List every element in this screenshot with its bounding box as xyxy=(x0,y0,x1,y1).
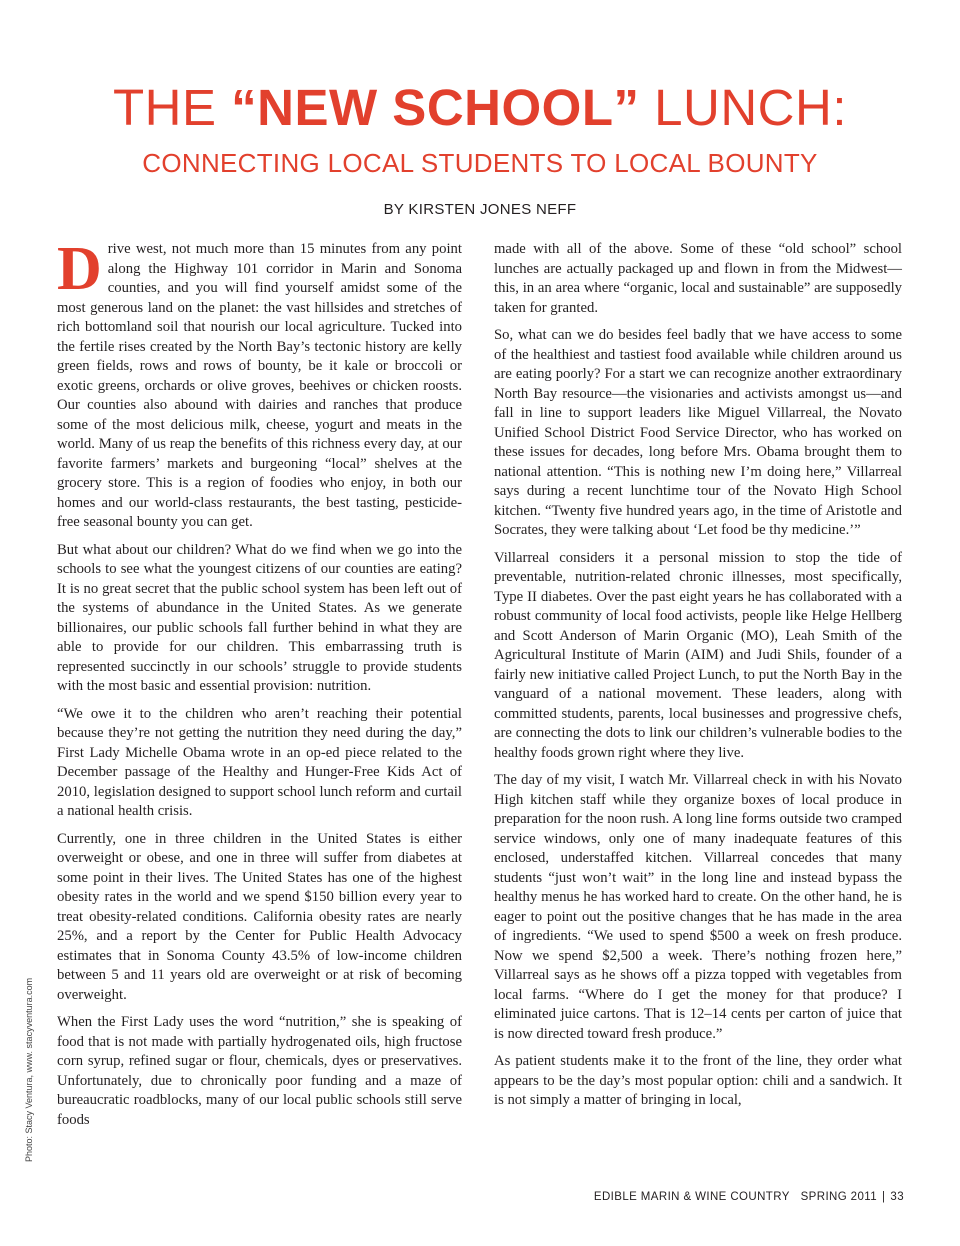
title-emphasis: “NEW SCHOOL” xyxy=(231,79,640,136)
paragraph: So, what can we do besides feel badly that we have access to some of the healthiest and tastiest food available while children around us are eating poorly? For a start we can recognize another extraordinary North Bay resource—the visionaries and activists amongst us—and fall in line to support leaders like Miguel Villarreal, the Novato Unified School District Food Service Director, who has worked on these issues for decades, long before Mrs. Obama brought them to national attention. “This is nothing new I’m doing here,” Villarreal says during a recent lunchtime tour of the Novato High School kitchen. “Twenty five hundred years ago, in the time of Aristotle and Socrates, they were talking about ‘Let food be thy medicine.’” xyxy=(494,327,902,538)
paragraph-text: rive west, not much more than 15 minutes from any point along the Highway 101 corridor in Marin and Sonoma counties, and you will find yourself amidst some of the most generous land on the planet: the vast hillsides and stretches of rich bottomland soil that nourish our local agriculture. Tucked into the fertile rises created by the North Bay’s tectonic history are kelly green fields, rows and rows of bounty, be it kale or broccoli or exotic greens, orchards or olive groves, beehives or chicken roosts. Our counties also abound with dairies and ranches that produce some of the most delicious milk, cheese, yogurt and meats in the world. Many of us reap the benefits of this richness every day, at our favorite farmers’ markets and burgeoning “local” shelves at the grocery store. This is a region of foodies who enjoy, in both our homes and our world-class restaurants, the best tasting, pesticide-free seasonal bounty you can get. xyxy=(57,241,462,530)
byline: BY KIRSTEN JONES NEFF xyxy=(383,201,577,218)
paragraph: “We owe it to the children who aren’t reaching their potential because they’re not getting the nutrition they need during the day,” First Lady Michelle Obama wrote in an op-ed piece related to the December passage of the Healthy and Hunger-Free Kids Act of 2010, legislation designed to support school lunch reform and curtail a national health crisis. xyxy=(57,705,462,819)
page-footer xyxy=(594,1191,904,1203)
publication-name: EDIBLE MARIN & WINE COUNTRY xyxy=(593,1191,790,1203)
title-suffix: LUNCH: xyxy=(639,79,848,136)
paragraph: When the First Lady uses the word “nutrition,” she is speaking of food that is not made with partially hydrogenated oils, high fructose corn syrup, refined sugar or flour, chemicals, dyes or preservatives. Unfortunately, due to chronically poor funding and a maze of bureaucratic roadblocks, many of our local public schools still serve foods xyxy=(57,1014,462,1128)
issue-date: SPRING 2011 xyxy=(800,1191,878,1203)
paragraph: Currently, one in three children in the United States is either overweight or obese, and one in three will suffer from diabetes at some point in their lives. The United States has one of the highest obesity rates in the world and we spend $150 billion every year to treat obesity-related conditions. California obesity rates are nearly 25%, and a report by the Center for Public Health Advocacy estimates that in Sonoma County 43.5% of low-income children between 5 and 11 years old are overweight or at risk of becoming overweight. xyxy=(57,830,462,1003)
paragraph: The day of my visit, I watch Mr. Villarreal check in with his Novato High kitchen staff while they organize boxes of local produce in preparation for the noon rush. A long line forms outside two cramped service windows, only one of many inadequate features of this enclosed, understaffed kitchen. Villarreal concedes that many students “just won’t wait” in the long line and instead bypass the healthy menus he has worked hard to create. On the other hand, he is eager to point out the positive changes that he has made in the area of ingredients. “We used to spend $500 a week on fresh produce. Now we spend $2,500 a week. There’s nothing frozen here,” Villarreal says as he shows off a pizza topped with vegetables from local farms. “Where do I get the money for that produce? I eliminated juice cartons. That is 12–14 cents per carton of juice that is now directed toward fresh produce.” xyxy=(494,772,902,1042)
paragraph: made with all of the above. Some of these “old school” school lunches are actually packaged up and flown in from the Midwest—this, in an area where “organic, local and sustainable” are supposedly taken for granted. xyxy=(494,241,902,316)
page-number: 33 xyxy=(890,1191,904,1203)
right-column xyxy=(494,240,902,1119)
paragraph: As patient students make it to the front of the line, they order what appears to be the day’s most popular option: chili and a sandwich. It is not simply a matter of bringing in local, xyxy=(494,1053,902,1108)
paragraph: Villarreal considers it a personal mission to stop the tide of preventable, nutrition-related chronic illnesses, most specifically, Type II diabetes. Over the past eight years he has collaborated with a robust community of local food activists, people like Helge Hellberg and Scott Anderson of Marin Organic (MO), Leah Smith of the Agricultural Institute of Marin (AIM) and Judi Shils, founder of a fairly new initiative called Project Lunch, to put the North Bay in the vanguard of a national movement. These leaders, along with committed students, parents, local businesses and progressive chefs, are connecting the dots to link our children’s vulnerable bodies to the healthy foods grown right where they live. xyxy=(494,549,902,761)
article-title xyxy=(0,78,960,138)
left-column xyxy=(57,235,462,1138)
title-prefix: THE xyxy=(112,79,232,136)
drop-cap: D xyxy=(57,235,102,303)
paragraph: But what about our children? What do we find when we go into the schools to see what the youngest citizens of our counties are eating? It is no great secret that the public school system has been left out of the systems of abundance in the United States. As we generate billionaires, our public schools fall further behind in what they are able to provide for our children. This embarrassing truth is represented succinctly in our schools’ struggle to provide students with the most basic and essential provision: nutrition. xyxy=(57,541,462,694)
photo-credit: Photo: Stacy Ventura, www. stacyventura.com xyxy=(24,977,34,1162)
article-subtitle: CONNECTING LOCAL STUDENTS TO LOCAL BOUNTY xyxy=(142,148,818,178)
paragraph xyxy=(57,235,462,533)
footer-separator: | xyxy=(882,1191,886,1203)
